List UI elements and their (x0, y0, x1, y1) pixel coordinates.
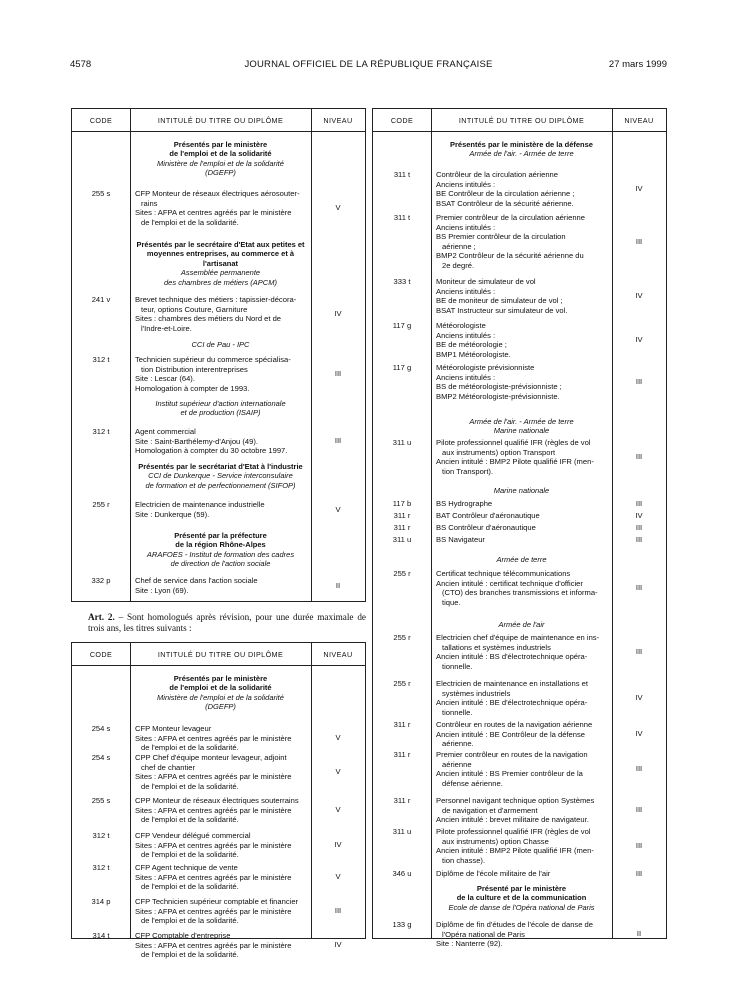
entry-level: III (635, 523, 643, 532)
entry-description (135, 500, 307, 519)
entry-line: Premier contrôleur en routes de la navigation (436, 750, 588, 759)
entry-line: CFP Monteur de réseaux électriques aérosouter- (135, 189, 300, 198)
page-header (70, 59, 667, 73)
entry-line: Site : Dunkerque (59). (135, 509, 210, 519)
column-divider (130, 109, 131, 601)
entry-level: V (335, 504, 341, 514)
entry-line: aérienne ; (442, 241, 476, 251)
entry-code: 311 t (393, 170, 411, 179)
section-line: Présentés par le ministère de la défense (450, 140, 593, 149)
entry-line: BS de météorologiste-prévisionniste ; (436, 382, 562, 392)
entry-code: 311 u (392, 827, 412, 836)
entry-description (436, 499, 608, 509)
entry-line: Sites : AFPA et centres agréés par le ministère (135, 940, 292, 950)
section-line: de l'emploi et de la solidarité (169, 683, 272, 693)
entry-code: 312 t (92, 863, 110, 872)
entry-line: de l'emploi et de la solidarité. (141, 217, 239, 227)
entry-line: Agent commercial (135, 427, 196, 436)
entry-level: IV (635, 184, 643, 194)
entry-line: de navigation et d'armement (442, 805, 538, 815)
entry-line: tion Transport). (442, 466, 494, 476)
entry-line: teur, options Couture, Garniture (141, 304, 248, 314)
entry-line: Contrôleur de la circulation aérienne (436, 170, 558, 179)
entry-line: BE Contrôleur de la circulation aérienne ; (436, 189, 575, 199)
entry-line: BSAT Instructeur sur simulateur de vol. (436, 305, 568, 315)
section-line: Présentés par le ministère (173, 140, 268, 149)
column-header-level: NIVEAU (323, 116, 353, 125)
section-line: ARAFOES - Institut de formation des cadres (146, 549, 295, 559)
entry-level: III (635, 805, 643, 815)
entry-description (436, 569, 608, 607)
entry-line: Ancien intitulé : brevet militaire de navigateur. (436, 815, 589, 825)
entry-line: BS Navigateur (436, 535, 485, 544)
entry-line: aérienne (442, 759, 472, 769)
entry-code: 133 g (392, 920, 412, 929)
entry-line: BS Hydrographe (436, 499, 493, 508)
entry-code: 255 r (393, 633, 411, 642)
entry-code: 314 p (91, 897, 111, 906)
entry-line: Electricien de maintenance en installations et (436, 679, 588, 688)
entry-line: chef de chantier (141, 762, 196, 772)
entry-level: III (334, 369, 342, 379)
entry-level: IV (334, 940, 342, 950)
entry-code: 254 s (91, 724, 111, 733)
article-2-paragraph (88, 612, 366, 634)
section-line: de formation et de perfectionnement (SIFOP) (145, 480, 296, 490)
entry-level: IV (635, 729, 643, 739)
entry-line: aérienne. (442, 739, 474, 749)
entry-line: Ancien intitulé : BMP2 Pilote qualifié IFR (men- (436, 846, 594, 856)
entry-description (436, 633, 608, 671)
entry-line: BE de météorologie ; (436, 340, 507, 350)
entry-description (135, 295, 307, 333)
section-heading (134, 240, 307, 287)
section-line: de la région Rhône-Alpes (175, 540, 266, 550)
section-line: Ecole de danse de l'Opéra national de Paris (448, 902, 595, 912)
entry-line: Sites : chambres des métiers du Nord et de (135, 314, 282, 324)
table-header-row (373, 109, 666, 132)
entry-line: Premier contrôleur de la circulation aérienne (436, 213, 585, 222)
section-line: des chambres de métiers (APCM) (164, 277, 277, 287)
entry-line: Ancien intitulé : BE Contrôleur de la défense (436, 729, 586, 739)
journal-title: JOURNAL OFFICIEL DE LA RÉPUBLIQUE FRANÇAISE (244, 59, 493, 70)
entry-description (135, 427, 307, 456)
entry-level: III (635, 647, 643, 657)
entry-description (135, 355, 307, 393)
entry-line: BMP2 Météorologiste-prévisionniste. (436, 391, 560, 401)
entry-line: tion Distribution interentreprises (141, 364, 248, 374)
entry-line: Anciens intitulés : (436, 286, 496, 296)
entry-line: BS Premier contrôleur de la circulation (436, 232, 566, 242)
table-left-bottom (71, 642, 366, 960)
entry-line: Sites : AFPA et centres agréés par le ministère (135, 733, 292, 743)
entry-level: III (635, 535, 643, 544)
entry-description (436, 796, 608, 825)
entry-level: IV (635, 291, 643, 301)
section-heading (435, 140, 608, 159)
entry-line: Site : Nanterre (92). (436, 939, 503, 949)
entry-line: CFP Agent technique de vente (135, 863, 238, 872)
entry-level: III (635, 841, 643, 851)
entry-level: III (635, 236, 643, 246)
entry-description (436, 535, 608, 545)
entry-level: IV (334, 309, 342, 319)
entry-level: V (335, 733, 341, 743)
entry-line: de l'emploi et de la solidarité. (141, 743, 239, 753)
entry-line: BS Contrôleur d'aéronautique (436, 523, 536, 532)
entry-line: BAT Contrôleur d'aéronautique (436, 511, 540, 520)
entry-level: IV (334, 840, 342, 850)
entry-code: 311 r (393, 523, 411, 532)
entry-line: tallations et systèmes industriels (442, 642, 551, 652)
entry-description (135, 796, 307, 825)
entry-code: 333 t (393, 277, 411, 286)
column-header-level: NIVEAU (624, 116, 654, 125)
entry-code: 332 p (91, 576, 111, 585)
entry-line: (CTO) des branches transmissions et informa- (442, 588, 598, 598)
entry-line: BSAT Contrôleur de la sécurité aérienne. (436, 198, 574, 208)
entry-code: 311 t (393, 213, 411, 222)
entry-description (135, 576, 307, 595)
entry-code: 117 b (392, 499, 412, 508)
section-heading (134, 462, 307, 490)
entry-line: de l'emploi et de la solidarité. (141, 781, 239, 791)
entry-line: Electricien de maintenance industrielle (135, 500, 265, 509)
entry-description (135, 931, 307, 960)
entry-line: l'Indre-et-Loire. (141, 323, 192, 333)
section-line: et de production (ISAIP) (180, 408, 261, 418)
entry-code: 311 r (393, 750, 411, 759)
entry-description (135, 863, 307, 892)
entry-line: Anciens intitulés : (436, 372, 496, 382)
entry-line: Ancien intitulé : BMP2 Pilote qualifié IFR (men- (436, 457, 594, 467)
entry-level: IV (635, 335, 643, 345)
column-header-title: INTITULÉ DU TITRE OU DIPLÔME (157, 650, 284, 659)
entry-line: Météorologiste (436, 321, 486, 330)
entry-description (436, 277, 608, 315)
entry-description (436, 321, 608, 359)
column-header-code: CODE (390, 116, 414, 125)
entry-line: CPP Monteur de réseaux électriques souterrains (135, 796, 299, 805)
entry-description (135, 189, 307, 227)
entry-description (135, 831, 307, 860)
entry-line: de l'emploi et de la solidarité. (141, 916, 239, 926)
entry-code: 312 t (92, 831, 110, 840)
entry-description (135, 897, 307, 926)
entry-code: 255 r (92, 500, 110, 509)
entry-line: tionnelle. (442, 661, 473, 671)
entry-line: CFP Technicien supérieur comptable et financier (135, 897, 299, 906)
section-line: Présenté par la préfecture (174, 531, 267, 540)
section-heading (134, 340, 307, 349)
entry-code: 346 u (392, 869, 412, 878)
entry-line: aux instruments) option Transport (442, 447, 556, 457)
entry-line: Pilote professionnel qualifié IFR (règles de vol (436, 438, 591, 447)
column-header-title: INTITULÉ DU TITRE OU DIPLÔME (458, 116, 585, 125)
section-line: Armée de l'air. - Armée de terre (469, 417, 574, 426)
entry-description (436, 920, 608, 949)
section-heading (134, 140, 307, 178)
entry-code: 255 s (91, 796, 111, 805)
column-divider (311, 109, 312, 601)
entry-line: Pilote professionnel qualifié IFR (règles de vol (436, 827, 591, 836)
section-heading (134, 399, 307, 418)
table-header-row (72, 643, 365, 666)
entry-line: Sites : AFPA et centres agréés par le ministère (135, 208, 292, 218)
entry-line: de l'emploi et de la solidarité. (141, 815, 239, 825)
entry-line: Ancien intitulé : BS d'électrotechnique opéra- (436, 652, 588, 662)
entry-description (135, 753, 307, 791)
entry-level: V (335, 203, 341, 213)
entry-line: tique. (442, 597, 461, 607)
entry-line: tionnelle. (442, 707, 473, 717)
entry-line: Ancien intitulé : certificat technique d'officier (436, 578, 583, 588)
entry-code: 311 u (392, 535, 412, 544)
entry-line: de l'emploi et de la solidarité. (141, 850, 239, 860)
entry-code: 311 r (393, 511, 411, 520)
section-line: Présentés par le secrétariat d'Etat à l'industrie (138, 462, 303, 471)
publication-date: 27 mars 1999 (608, 59, 667, 70)
entry-line: Diplôme de fin d'études de l'école de danse de (436, 920, 593, 929)
entry-level: V (335, 767, 341, 777)
section-heading (435, 620, 608, 629)
entry-line: Ancien intitulé : BE d'électrotechnique opéra- (436, 698, 588, 708)
entry-level: III (635, 764, 643, 774)
entry-line: BE de moniteur de simulateur de vol ; (436, 296, 563, 306)
entry-line: Anciens intitulés : (436, 179, 496, 189)
entry-line: de l'emploi et de la solidarité. (141, 950, 239, 960)
entry-level: III (635, 377, 643, 387)
section-line: moyennes entreprises, au commerce et à (146, 249, 295, 259)
entry-line: Sites : AFPA et centres agréés par le ministère (135, 872, 292, 882)
entry-line: Homologation à compter de 1993. (135, 383, 250, 393)
entry-line: Sites : AFPA et centres agréés par le ministère (135, 805, 292, 815)
entry-line: de l'emploi et de la solidarité. (141, 882, 239, 892)
entry-line: Météorologiste prévisionniste (436, 363, 535, 372)
entry-level: III (635, 452, 643, 462)
entry-line: Sites : AFPA et centres agréés par le ministère (135, 840, 292, 850)
section-heading (134, 674, 307, 712)
entry-code: 117 g (392, 363, 412, 372)
entry-line: rains (141, 198, 158, 208)
entry-line: CFP Monteur levageur (135, 724, 212, 733)
entry-code: 311 r (393, 720, 411, 729)
entry-level: II (636, 929, 642, 939)
column-header-code: CODE (89, 650, 113, 659)
column-divider (311, 643, 312, 938)
section-line: Marine nationale (493, 486, 550, 495)
section-line: Ministère de l'emploi et de la solidarité (157, 158, 284, 168)
entry-line: CFP Comptable d'entreprise (135, 931, 231, 940)
entry-level: III (635, 499, 643, 508)
entry-line: Anciens intitulés : (436, 330, 496, 340)
page-number: 4578 (70, 59, 92, 70)
article-label: Art. 2. (88, 612, 115, 622)
entry-level: III (334, 436, 342, 446)
column-header-level: NIVEAU (323, 650, 353, 659)
section-line: de direction de l'action sociale (170, 559, 271, 569)
section-heading (435, 884, 608, 912)
entry-line: Site : Lyon (69). (135, 585, 189, 595)
section-line: l'artisanat (202, 258, 239, 268)
entry-line: BMP1 Météorologiste. (436, 349, 511, 359)
section-line: Armée de l'air (498, 620, 545, 629)
entry-code: 255 r (393, 569, 411, 578)
entry-level: III (635, 583, 643, 593)
entry-level: V (335, 872, 341, 882)
entry-line: Brevet technique des métiers : tapissier-décora- (135, 295, 297, 304)
entry-description (436, 679, 608, 717)
entry-line: aux instruments) option Chasse (442, 836, 549, 846)
entry-description (436, 869, 608, 879)
entry-line: Diplôme de l'école militaire de l'air (436, 869, 551, 878)
table-right (372, 108, 667, 949)
entry-description (436, 750, 608, 788)
entry-line: Sites : AFPA et centres agréés par le ministère (135, 772, 292, 782)
entry-code: 314 t (92, 931, 110, 940)
entry-description (436, 720, 608, 749)
entry-line: systèmes industriels (442, 688, 511, 698)
entry-description (135, 724, 307, 753)
entry-code: 311 r (393, 796, 411, 805)
entry-line: CFP Vendeur délégué commercial (135, 831, 251, 840)
entry-code: 311 u (392, 438, 412, 447)
section-line: Assemblée permanente (180, 268, 261, 278)
column-divider (130, 643, 131, 938)
entry-description (436, 438, 608, 476)
section-line: de l'emploi et de la solidarité (169, 149, 272, 159)
entry-code: 241 v (91, 295, 111, 304)
column-header-code: CODE (89, 116, 113, 125)
section-line: CCI de Dunkerque - Service interconsulaire (148, 471, 293, 481)
entry-description (436, 827, 608, 865)
section-line: Ministère de l'emploi et de la solidarité (157, 692, 284, 702)
section-heading (134, 531, 307, 569)
section-line: Armée de terre (496, 555, 547, 564)
entry-level: III (334, 906, 342, 916)
entry-line: Technicien supérieur du commerce spécialisa- (135, 355, 291, 364)
section-line: Présenté par le ministère (476, 884, 567, 893)
entry-level: II (335, 580, 341, 590)
entry-line: Anciens intitulés : (436, 222, 496, 232)
entry-code: 255 r (393, 679, 411, 688)
section-line: Présentés par le ministère (173, 674, 268, 683)
entry-line: Site : Lescar (64). (135, 374, 195, 384)
entry-line: Contrôleur en routes de la navigation aérienne (436, 720, 593, 729)
entry-level: IV (635, 511, 643, 520)
entry-line: Ancien intitulé : BS Premier contrôleur de la (436, 769, 583, 779)
section-line: CCI de Pau - IPC (191, 340, 250, 349)
entry-description (436, 523, 608, 533)
entry-code: 254 s (91, 753, 111, 762)
entry-line: Chef de service dans l'action sociale (135, 576, 258, 585)
section-line: de la culture et de la communication (456, 893, 587, 903)
article-text: – Sont homologués après révision, pour une durée maximale de trois ans, les titres suivants : (88, 612, 366, 633)
entry-line: Certificat technique télécommunications (436, 569, 571, 578)
column-header-title: INTITULÉ DU TITRE OU DIPLÔME (157, 116, 284, 125)
entry-line: défense aérienne. (442, 778, 503, 788)
entry-line: Homologation à compter du 30 octobre 1997. (135, 446, 288, 456)
entry-line: Electricien chef d'équipe de maintenance en ins- (436, 633, 600, 642)
section-heading (435, 486, 608, 495)
entry-line: l'Opéra national de Paris (442, 929, 525, 939)
column-divider (431, 109, 432, 938)
entry-description (436, 363, 608, 401)
entry-description (436, 511, 608, 521)
entry-line: Moniteur de simulateur de vol (436, 277, 536, 286)
entry-line: Site : Saint-Barthélemy-d'Anjou (49). (135, 436, 259, 446)
entry-level: III (635, 869, 643, 878)
table-left-top (71, 108, 366, 602)
section-line: Institut supérieur d'action internationale (155, 399, 286, 408)
section-heading (435, 555, 608, 564)
entry-code: 255 s (91, 189, 111, 198)
section-line: Présentés par le secrétaire d'Etat aux petites et (136, 240, 305, 249)
section-line: (DGEFP) (205, 702, 236, 712)
entry-level: V (335, 805, 341, 815)
section-line: (DGEFP) (205, 168, 236, 178)
entry-line: 2e degré. (442, 260, 475, 270)
section-heading (435, 417, 608, 436)
entry-line: BMP2 Contrôleur de la sécurité aérienne du (436, 251, 584, 261)
table-header-row (72, 109, 365, 132)
entry-line: tion chasse). (442, 855, 486, 865)
entry-line: Sites : AFPA et centres agréés par le ministère (135, 906, 292, 916)
entry-code: 117 g (392, 321, 412, 330)
entry-code: 312 t (92, 427, 110, 436)
entry-line: Personnel navigant technique option Systèmes (436, 796, 595, 805)
section-line: Armée de l'air. - Armée de terre (469, 149, 574, 159)
entry-line: CPP Chef d'équipe monteur levageur, adjoint (135, 753, 287, 762)
entry-description (436, 170, 608, 208)
entry-description (436, 213, 608, 271)
entry-code: 312 t (92, 355, 110, 364)
entry-level: IV (635, 693, 643, 703)
section-line: Marine nationale (493, 426, 550, 436)
